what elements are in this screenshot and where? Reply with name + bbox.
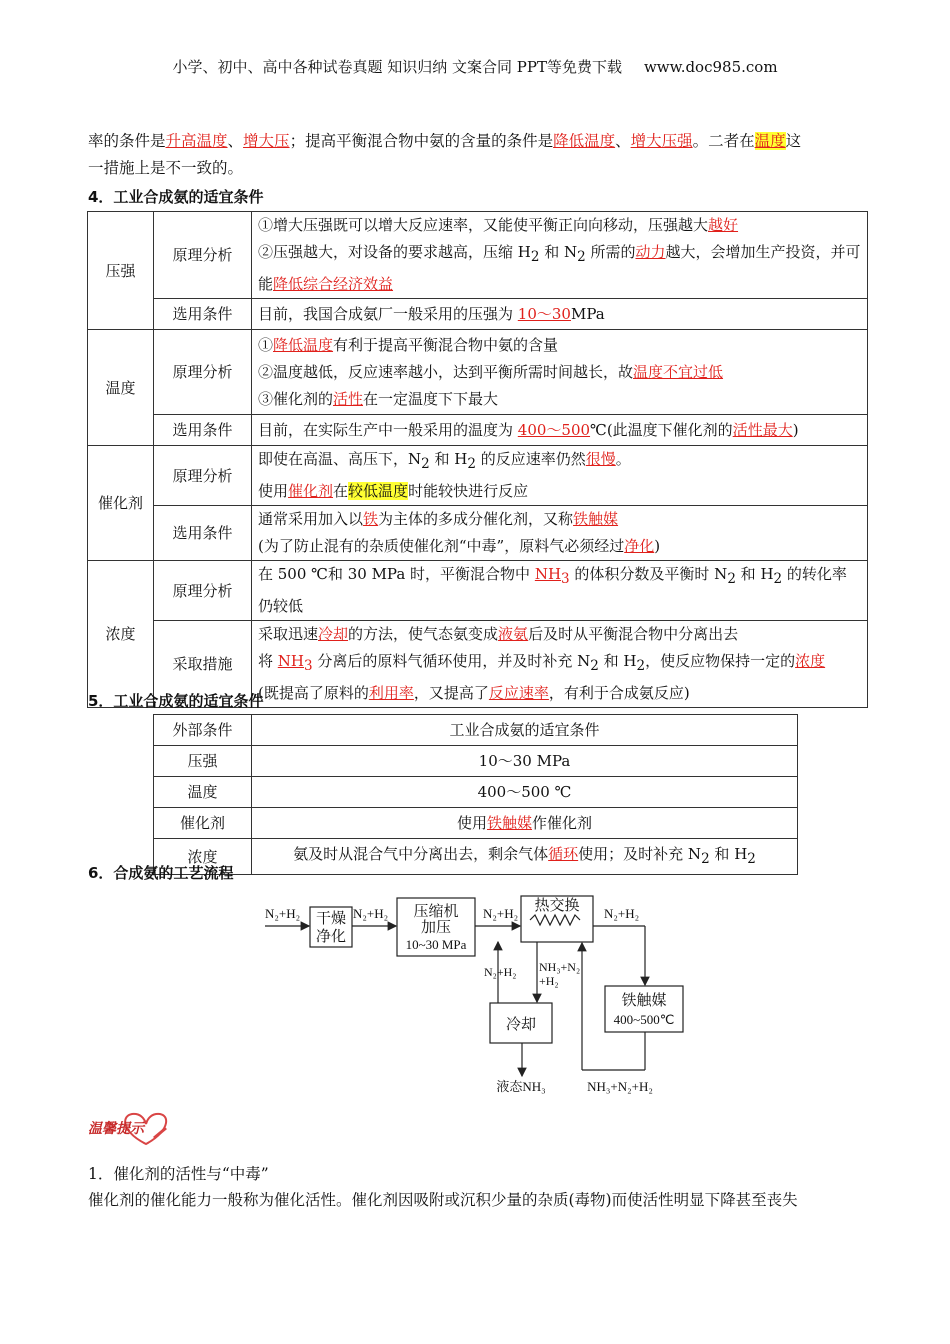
conditions-table — [87, 211, 868, 708]
svg-text:压缩机: 压缩机 — [413, 904, 459, 920]
tip-heading: 1．催化剂的活性与“中毒” — [88, 1165, 269, 1183]
table-row: 采取措施 采取迅速冷却的方法，使气态氨变成液氨后及时从平衡混合物中分离出去 将 $NH_3$ 分离后的原料气循环使用，并及时补充 $N_2$ 和 $H_2$，使反应物保持一定的浓度 (既提高了原料的利用率，又提高了反应速率，有利于合成氨反应) — [88, 621, 868, 708]
svg-text:N₂+H₂: N₂+H₂ — [265, 906, 301, 921]
svg-text:干燥: 干燥 — [315, 911, 347, 927]
svg-text:+H₂: +H₂ — [539, 974, 559, 988]
summary-table — [153, 714, 798, 875]
table-row: 催化剂 原理分析 即使在高温、高压下，$N_2$ 和 $H_2$ 的反应速率仍然很慢。 使用催化剂在较低温度时能较快进行反应 — [88, 446, 868, 506]
factor-concentration: 浓度 — [88, 561, 154, 708]
svg-text:400~500℃: 400~500℃ — [613, 1012, 675, 1027]
header-url[interactable]: www.doc985.com — [643, 58, 778, 76]
table-row: 压强 原理分析 ①增大压强既可以增大反应速率，又能使平衡正向向移动，压强越大越好 ②压强越大，对设备的要求越高，压缩 $H_2$ 和 $N_2$ 所需的动力越大，会增加生产投资，并可能降低综合经济效益 — [88, 212, 868, 299]
factor-temperature: 温度 — [88, 330, 154, 446]
header-text: 小学、初中、高中各种试卷真题 知识归纳 文案合同 PPT等免费下载 — [172, 58, 622, 76]
table-row: 浓度 氨及时从混合气中分离出去，剩余气体循环使用；及时补充 $N_2$ 和 $H_2$ — [154, 839, 798, 875]
table-row: 选用条件 目前，在实际生产中一般采用的温度为 400～500℃(此温度下催化剂的活性最大) — [88, 415, 868, 446]
table-row: 外部条件 工业合成氨的适宜条件 — [154, 715, 798, 746]
svg-text:净化: 净化 — [315, 929, 347, 945]
svg-text:液态NH₃: 液态NH₃ — [496, 1079, 546, 1094]
svg-text:冷却: 冷却 — [505, 1017, 537, 1033]
table-row: 选用条件 通常采用加入以铁为主体的多成分催化剂，又称铁触媒 (为了防止混有的杂质使催化剂“中毒”，原料气必须经过净化) — [88, 506, 868, 561]
svg-text:N₂+H₂: N₂+H₂ — [353, 906, 389, 921]
factor-catalyst: 催化剂 — [88, 446, 154, 561]
table-row: 催化剂 使用铁触媒作催化剂 — [154, 808, 798, 839]
factor-pressure: 压强 — [88, 212, 154, 330]
tip-text: 催化剂的催化能力一般称为催化活性。催化剂因吸附或沉积少量的杂质(毒物)而使活性明显下降甚至丧失 — [88, 1191, 798, 1209]
svg-text:NH₃+N₂: NH₃+N₂ — [539, 960, 581, 974]
svg-text:N₂+H₂: N₂+H₂ — [604, 906, 640, 921]
table-row: 温度 原理分析 ①降低温度有利于提高平衡混合物中氨的含量 ②温度越低，反应速率越小，达到平衡所需时间越长，故温度不宜过低 ③催化剂的活性在一定温度下下最大 — [88, 330, 868, 415]
page-header — [0, 56, 950, 77]
intro-paragraph: 率的条件是升高温度、增大压；提高平衡混合物中氨的含量的条件是降低温度、增大压强。二者在温度这 一措施上是不一致的。 — [88, 132, 802, 177]
table-row: 温度 400～500 ℃ — [154, 777, 798, 808]
svg-text:N₂+H₂: N₂+H₂ — [483, 906, 519, 921]
svg-text:NH₃+N₂+H₂: NH₃+N₂+H₂ — [587, 1079, 653, 1094]
section-6-title: 6．合成氨的工艺流程 — [88, 864, 234, 882]
svg-text:N₂+H₂: N₂+H₂ — [484, 965, 517, 979]
svg-text:10~30 MPa: 10~30 MPa — [405, 937, 467, 952]
table-row: 选用条件 目前，我国合成氨厂一般采用的压强为 10～30MPa — [88, 299, 868, 330]
svg-text:热交换: 热交换 — [534, 898, 580, 914]
table-row: 浓度 原理分析 在 500 ℃和 30 MPa 时，平衡混合物中 $NH_3$ 的体积分数及平衡时 $N_2$ 和 $H_2$ 的转化率仍较低 — [88, 561, 868, 621]
svg-text:加压: 加压 — [420, 920, 452, 936]
section-5-title: 5．工业合成氨的适宜条件 — [88, 692, 264, 710]
tip-badge: 温馨提示 — [88, 1108, 170, 1148]
process-flow-diagram — [240, 890, 700, 1100]
section-4-title: 4．工业合成氨的适宜条件 — [88, 188, 264, 206]
svg-text:铁触媒: 铁触媒 — [621, 993, 667, 1009]
table-row: 压强 10～30 MPa — [154, 746, 798, 777]
